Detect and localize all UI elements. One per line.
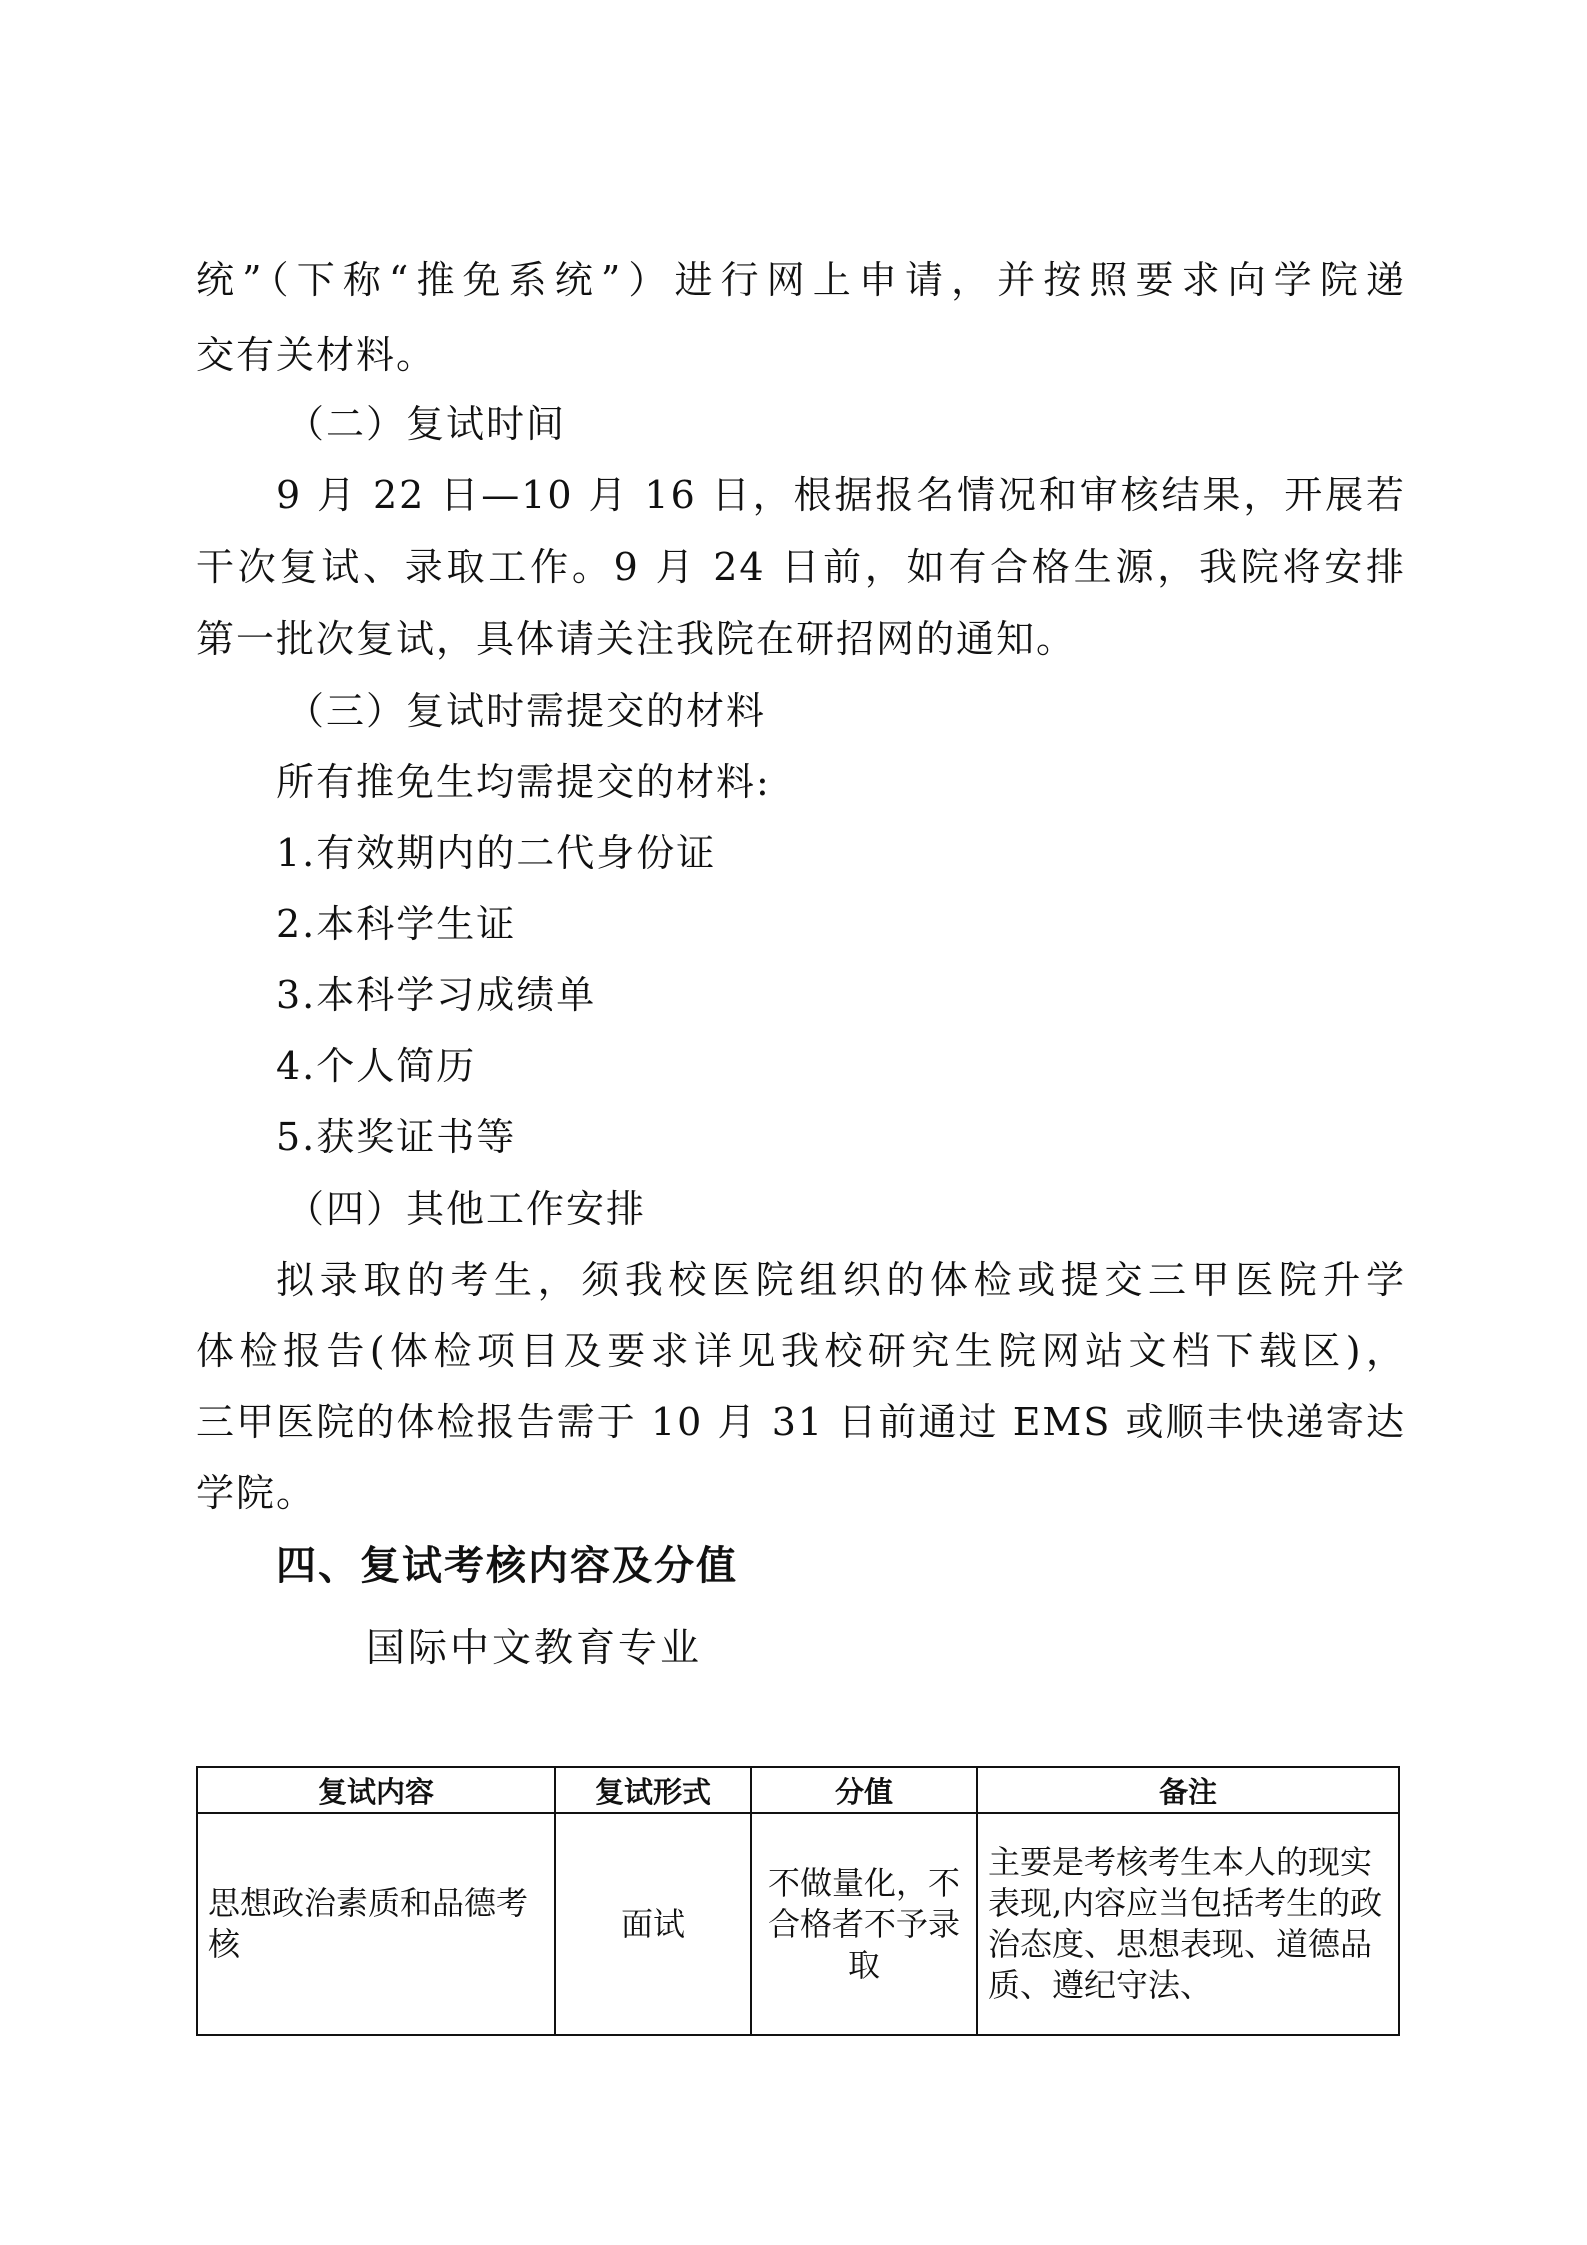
subsection-title-3: （三）复试时需提交的材料 (286, 689, 767, 733)
list-item: 3.本科学习成绩单 (276, 973, 597, 1017)
header-form: 复试形式 (555, 1767, 751, 1813)
list-item: 4.个人简历 (276, 1044, 477, 1088)
paragraph-2-line-2: 干次复试、录取工作。9 月 24 日前，如有合格生源，我院将安排 (196, 545, 1406, 589)
paragraph-2-line-1: 9 月 22 日—10 月 16 日，根据报名情况和审核结果，开展若 (276, 473, 1406, 517)
table-row (197, 1813, 1399, 2035)
subsection-title-4: （四）其他工作安排 (286, 1187, 647, 1231)
list-item: 1.有效期内的二代身份证 (276, 831, 717, 875)
cell-score: 不做量化，不合格者不予录取 (751, 1813, 977, 2035)
cell-note: 主要是考核考生本人的现实表现,内容应当包括考生的政治态度、思想表现、道德品质、遵纪守法、 (977, 1813, 1399, 2035)
paragraph-2-line-3: 第一批次复试，具体请关注我院在研招网的通知。 (196, 617, 1077, 661)
list-item: 2.本科学生证 (276, 902, 517, 946)
paragraph-4-line-3: 三甲医院的体检报告需于 10 月 31 日前通过 EMS 或顺丰快递寄达 (196, 1400, 1406, 1444)
paragraph-4-line-1: 拟录取的考生，须我校医院组织的体检或提交三甲医院升学 (276, 1258, 1406, 1302)
subsection-title-2: （二）复试时间 (286, 402, 567, 446)
header-note: 备注 (977, 1767, 1399, 1813)
header-content: 复试内容 (197, 1767, 555, 1813)
paragraph-1-line-1: 统”（下称“推免系统”）进行网上申请，并按照要求向学院递 (196, 258, 1406, 302)
assessment-table (196, 1766, 1400, 2036)
paragraph-4-line-4: 学院。 (196, 1471, 317, 1515)
cell-form: 面试 (555, 1813, 751, 2035)
header-score: 分值 (751, 1767, 977, 1813)
paragraph-4-line-2: 体检报告(体检项目及要求详见我校研究生院网站文档下载区)， (196, 1329, 1406, 1373)
cell-content: 思想政治素质和品德考核 (197, 1813, 555, 2035)
table-header-row (197, 1767, 1399, 1813)
section-subheading: 国际中文教育专业 (366, 1626, 703, 1671)
list-item: 5.获奖证书等 (276, 1115, 517, 1159)
paragraph-1-line-2: 交有关材料。 (196, 333, 437, 377)
section-heading: 四、复试考核内容及分值 (276, 1543, 738, 1589)
materials-intro: 所有推免生均需提交的材料: (276, 760, 771, 804)
